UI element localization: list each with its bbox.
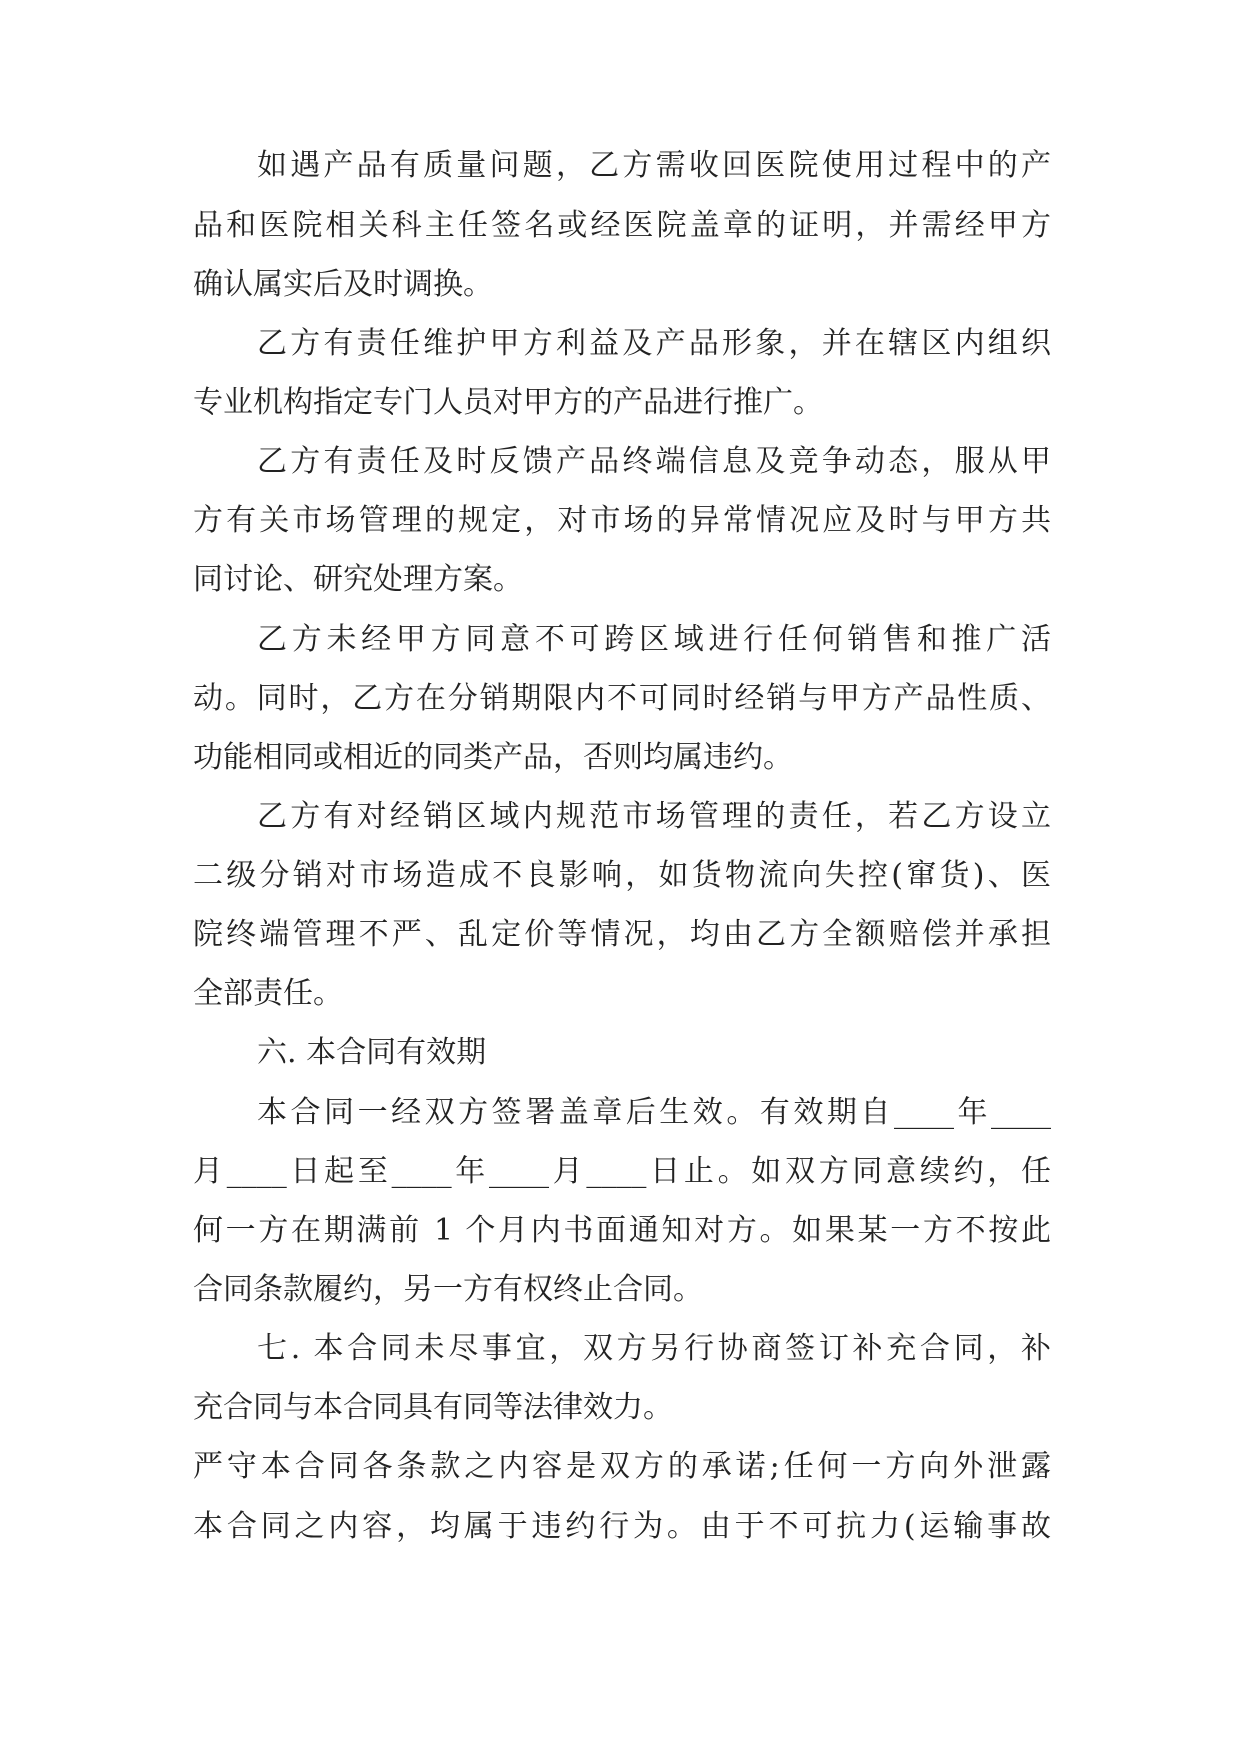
text-line: 同讨论、研究处理方案。	[193, 562, 523, 597]
text-line: 本合同之内容，均属于违约行为。由于不可抗力(运输事故	[193, 1509, 1051, 1544]
section-heading: 六. 本合同有效期	[257, 1035, 487, 1070]
text-line: 确认属实后及时调换。	[193, 267, 493, 302]
text-line: 乙方有责任维护甲方利益及产品形象，并在辖区内组织	[257, 326, 1051, 361]
text-line: 品和医院相关科主任签名或经医院盖章的证明，并需经甲方	[193, 208, 1051, 243]
text-line: 严守本合同各条款之内容是双方的承诺;任何一方向外泄露	[193, 1449, 1051, 1484]
text-line: 充合同与本合同具有同等法律效力。	[193, 1390, 673, 1425]
text-line: 乙方有对经销区域内规范市场管理的责任，若乙方设立	[257, 799, 1051, 834]
text-line: 乙方有责任及时反馈产品终端信息及竞争动态，服从甲	[257, 444, 1051, 479]
text-line: 月____日起至____年____月____日止。如双方同意续约，任	[193, 1154, 1051, 1189]
text-line: 专业机构指定专门人员对甲方的产品进行推广。	[193, 385, 823, 420]
text-line: 七. 本合同未尽事宜，双方另行协商签订补充合同，补	[257, 1331, 1051, 1366]
text-line: 乙方未经甲方同意不可跨区域进行任何销售和推广活	[257, 622, 1051, 657]
text-line: 合同条款履约，另一方有权终止合同。	[193, 1272, 703, 1307]
text-line: 全部责任。	[193, 976, 343, 1011]
text-line: 如遇产品有质量问题，乙方需收回医院使用过程中的产	[257, 148, 1051, 183]
text-line: 功能相同或相近的同类产品，否则均属违约。	[193, 740, 793, 775]
text-line: 院终端管理不严、乱定价等情况，均由乙方全额赔偿并承担	[193, 917, 1051, 952]
text-line: 本合同一经双方签署盖章后生效。有效期自____年____	[257, 1095, 1051, 1130]
text-line: 何一方在期满前 1 个月内书面通知对方。如果某一方不按此	[193, 1213, 1051, 1248]
text-line: 二级分销对市场造成不良影响，如货物流向失控(窜货)、医	[193, 858, 1051, 893]
text-line: 动。同时，乙方在分销期限内不可同时经销与甲方产品性质、	[193, 681, 1051, 716]
text-line: 方有关市场管理的规定，对市场的异常情况应及时与甲方共	[193, 503, 1051, 538]
